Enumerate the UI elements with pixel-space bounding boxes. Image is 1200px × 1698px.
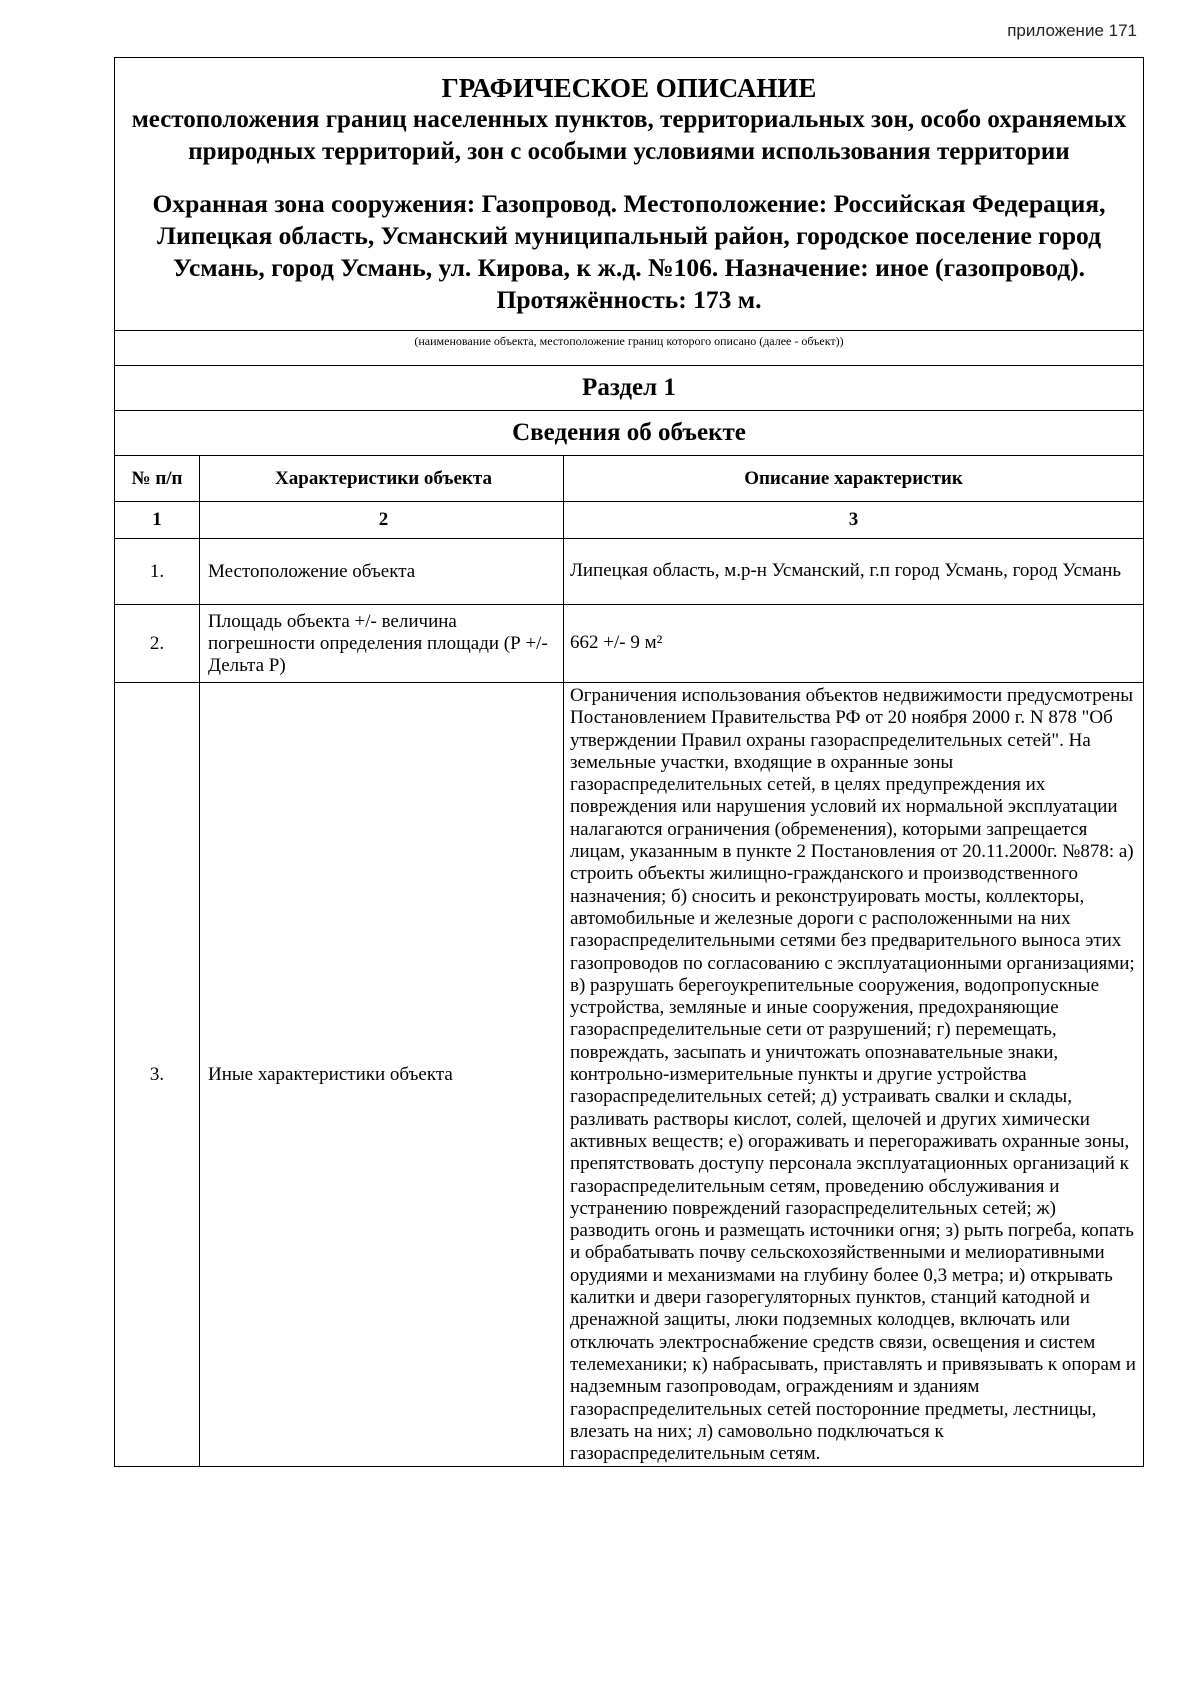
column-number: 1	[115, 502, 200, 539]
object-caption: (наименование объекта, местоположение границ которого описано (далее - объект))	[115, 330, 1143, 365]
section-number: Раздел 1	[115, 365, 1143, 410]
column-number: 3	[564, 502, 1144, 539]
document-header	[115, 58, 1143, 316]
document-title: ГРАФИЧЕСКОЕ ОПИСАНИЕ	[441, 73, 817, 103]
document-frame	[114, 57, 1144, 1467]
header-cell-characteristic: Характеристики объекта	[200, 456, 564, 502]
document-subtitle: местоположения границ населенных пунктов, территориальных зон, особо охраняемых природных территорий, зон с особыми условиями использования территории	[131, 106, 1127, 165]
row-characteristic: Площадь объекта +/- величина погрешности определения площади (Р +/- Дельта Р)	[200, 605, 564, 683]
column-number-row	[115, 502, 1143, 539]
table-row	[115, 539, 1143, 605]
row-number: 2.	[115, 605, 200, 683]
table-row	[115, 683, 1143, 1467]
row-description: 662 +/- 9 м²	[564, 605, 1144, 683]
object-name: Охранная зона сооружения: Газопровод. Местоположение: Российская Федерация, Липецкая область, Усманский муниципальный район, городское поселение город Усмань, город Усмань, ул. Кирова, к ж.д. №106. Назначение: иное (газопровод). Протяжённость: 173 м.	[152, 189, 1106, 314]
column-number: 2	[200, 502, 564, 539]
object-info-table	[115, 455, 1143, 1466]
row-description: Ограничения использования объектов недвижимости предусмотрены Постановлением Правительства РФ от 20 ноября 2000 г. N 878 "Об утверждении Правил охраны газораспределительных сетей". На земельные участки, входящие в охранные зоны газораспределительных сетей, в целях предупреждения их повреждения или нарушения условий их нормальной эксплуатации налагаются ограничения (обременения), которыми запрещается лицам, указанным в пункте 2 Постановления от 20.11.2000г. №878: а) строить объекты жилищно-гражданского и производственного назначения; б) сносить и реконструировать мосты, коллекторы, автомобильные и железные дороги с расположенными на них газораспределительными сетями без предварительного выноса этих газопроводов по согласованию с эксплуатационными организациями; в) разрушать берегоукрепительные сооружения, водопропускные устройства, земляные и иные сооружения, предохраняющие газораспределительные сети от разрушений; г) перемещать, повреждать, засыпать и уничтожать опознавательные знаки, контрольно-измерительные пункты и другие устройства газораспределительных сетей; д) устраивать свалки и склады, разливать растворы кислот, солей, щелочей и других химически активных веществ; е) огораживать и перегораживать охранные зоны, препятствовать доступу персонала эксплуатационных организаций к газораспределительным сетям, проведению обслуживания и устранению повреждений газораспределительных сетей; ж) разводить огонь и размещать источники огня; з) рыть погреба, копать и обрабатывать почву сельскохозяйственными и мелиоративными орудиями и механизмами на глубину более 0,3 метра; и) открывать калитки и двери газорегуляторных пунктов, станций катодной и дренажной защиты, люки подземных колодцев, включать или отключать электроснабжение средств связи, освещения и систем телемеханики; к) набрасывать, приставлять и привязывать к опорам и надземным газопроводам, ограждениям и зданиям газораспределительных сетей посторонние предметы, лестницы, влезать на них; л) самовольно подключаться к газораспределительным сетям.	[564, 683, 1144, 1467]
row-number: 3.	[115, 683, 200, 1467]
row-characteristic: Местоположение объекта	[200, 539, 564, 605]
row-number: 1.	[115, 539, 200, 605]
appendix-label: приложение 171	[1007, 21, 1137, 40]
row-description: Липецкая область, м.р-н Усманский, г.п город Усмань, город Усмань	[564, 539, 1144, 605]
table-header-row	[115, 456, 1143, 502]
section-title: Сведения об объекте	[115, 410, 1143, 455]
header-cell-number: № п/п	[115, 456, 200, 502]
table-row	[115, 605, 1143, 683]
header-cell-description: Описание характеристик	[564, 456, 1144, 502]
row-characteristic: Иные характеристики объекта	[200, 683, 564, 1467]
